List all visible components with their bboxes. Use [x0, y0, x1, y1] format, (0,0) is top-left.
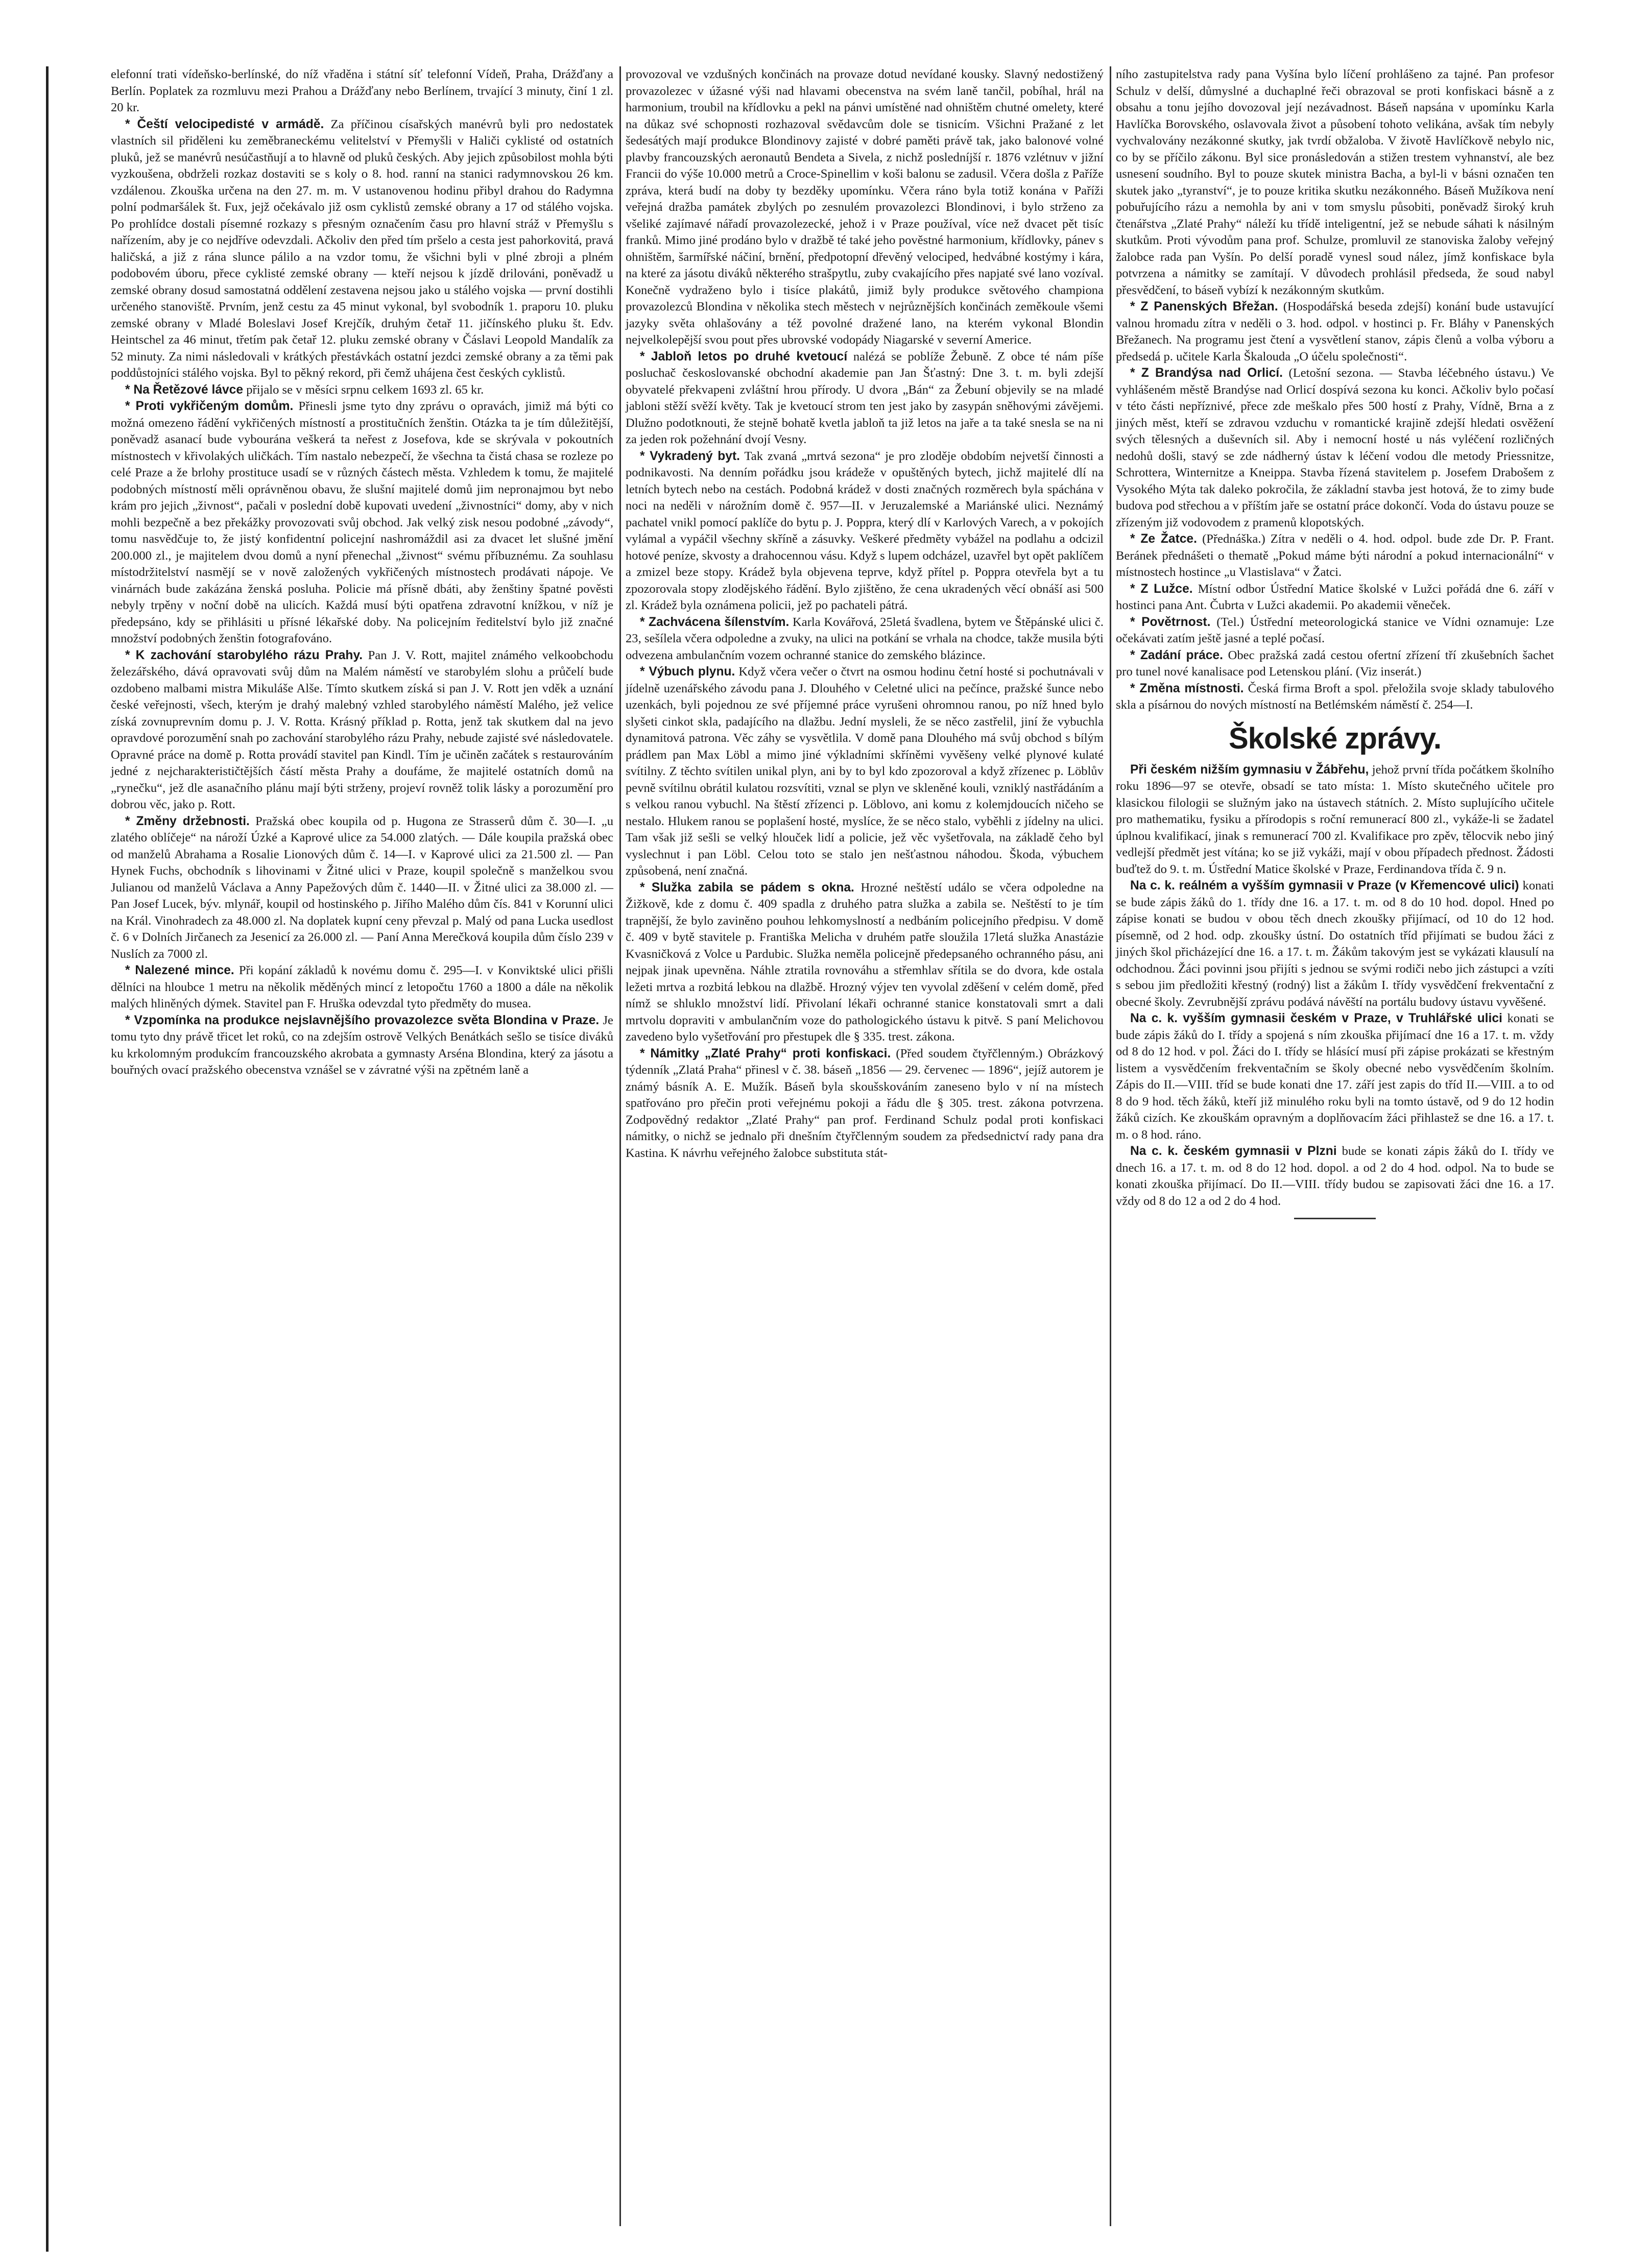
news-item — [111, 813, 613, 963]
news-item — [111, 962, 613, 1012]
news-headline: Na c. k. reálném a vyšším gymnasii v Praze (v Křemencové ulici) — [1130, 879, 1519, 892]
news-item — [111, 382, 613, 399]
news-text: (Přednáška.) Zítra v neděli o 4. hod. odpol. bude zde Dr. P. Frant. Beránek přednášeti o thematě „Pokud máme býti národní a pokud internacionální“ v místnostech hostince „u Vlastislava“ v Žatci. — [1116, 532, 1554, 579]
news-headline: Na c. k. českém gymnasii v Plzni — [1130, 1144, 1337, 1158]
news-headline: * Ze Žatce. — [1130, 532, 1197, 546]
news-text: Česká firma Broft a spol. přeložila svoje sklady tabulového skla a písárnou do nových místností na Betlémském náměstí č. 254—I. — [1116, 681, 1554, 712]
newspaper-page — [46, 66, 1560, 2252]
news-headline: * Z Panenských Břežan. — [1130, 300, 1278, 313]
news-headline: * Povětrnost. — [1130, 615, 1211, 629]
news-item — [1116, 681, 1554, 714]
news-text: Tak zvaná „mrtvá sezona“ je pro zloděje obdobím nejvetší činnosti a podnikavosti. Na denním pořádku jsou krádeže v opuštěných bytech, jichž majitelé dlí na letních bytech nebo na cestách. Podobná krádež v dosti značných rozměrech byla spáchána v noci na neděli v nárožním domě č. 957—II. v Jeruzalemské a Mariánské ulici. Neznámý pachatel vnikl pomocí paklíče do bytu p. J. Poppra, který dlí v Karlových Varech, a v pokojích vylámal a vypáčil všechny skříně a zásuvky. Veškeré předměty vybážel na podlahu a odcizil hotové peníze, skvosty a drahocennou vásu. Když s lupem odcházel, uzavřel byt opět paklíčem a zmizel beze stopy. Krádež byla objevena teprve, když přítel p. Poppra otevřela byt a tu zpozorovala stopy zlodějského řádění. Bylo zjištěno, že cena ukradených věcí obnáší asi 500 zl. Krádež byla oznámena policii, jež po pachateli pátrá. — [626, 449, 1104, 612]
news-text: ního zastupitelstva rady pana Vyšína bylo líčení prohlášeno za tajné. Pan profesor Schulz v delší, důmyslné a duchaplné řeči obrazoval se proti konfiskaci básně a z obsahu a tonu jejího dovozoval její nezávadnost. Báseň napsána v upomínku Karla Havlíčka Borovského, oslavovala život a působení tohoto velikána, avšak tím nebyly vychvalovány nezákonné skutky, jak tvrdí obžaloba. V životě Havlíčkově nebylo nic, co by se příčilo zákonu. Byl sice pronásledován a stižen trestem vyhnanství, ale bez usnesení soudního. Byl to pouze skutek ministra Bacha, a byl-li v básni označen ten skutek jako „tyranství“, je to pouze kritika skutku nezákonného. Báseň Mužíkova není pobuřujícího rázu a nemohla by ani v tom smyslu působiti, poněvadž široký kruh čtenářstva „Zlaté Prahy“ náleží ku třídě inteligentní, jež se nebude sáhati k násilným skutkům. Proti vývodům pana prof. Schulze, promluvil ze stanoviska žaloby veřejný žalobce rada pan Vyšín. Po delší poradě vynesl soud nález, jímž konfiskace byla potvrzena a námitky se zamítají. V důvodech prohlásil předseda, že soud nabyl přesvědčení, to báseň vybízí k nezákonným skutkům. — [1116, 67, 1554, 297]
news-text: Za příčinou císařských manévrů byli pro nedostatek vlastních sil přiděleni ku zeměbraneckému velitelství v Přemyšli v Haliči cyklisté od ostatních pluků, jež se manévrů nesúčastňují a to hlavně od pluků českých. Aby jejich způsobilost mohla býti vyzkoušena, obdrželi rozkaz dostaviti se s koly o 8. hod. ranní na stanici radymnovskou 26 km. vzdálenou. Zkouška určena na den 27. m. m. V ustanovenou hodinu přibyl drahou do Radymna polní podmaršálek št. Fux, jejž očekávalo již osm cyklistů zemské obrany a 17 od stálého vojska. Po prohlídce dostali písemné rozkazy s přesným označením času pro hlavní stráž v Přemyšlu s nařízením, aby je co nejdříve odevzdali. Ačkoliv den před tím pršelo a cesta jest pahorkovitá, pravá haličská, a již z rána slunce pálilo a na vzdor tomu, že všichni byli v plné zbroji a plném podobovém úboru, přece cyklisté zemské obrany — kteří nejsou k jízdě drilováni, poněvadž u zemské obrany dosud samostatná oddělení zestavena nejsou jako u stálého vojska — první dostihli určeného stanoviště. Prvním, jenž cestu za 45 minut vykonal, byl svobodník 1. praporu 10. pluku zemské obrany v Mladé Boleslavi Josef Krejčík, druhým četař 11. jičínského pluku št. Edv. Heintschel za 46 minut, třetím pak četař 12. pluku zemské obrany v Čáslavi Leopold Mandalík za 52 minuty. Za nimi následovali v krátkých přestávkách ostatní jezdci zemské obrany a za těmi pak poddůstojníci stálého vojska. Byl to pěkný rekord, při čemž uhájena čest českých cyklistů. — [111, 117, 613, 380]
news-text: konati se bude zápis žáků do I. třídy a spojená s ním zkouška přijímací dne 16 a 17. t. m. vždy od 8 do 12 hod. v pol. Žáci do I. třídy se hlásící musí při zápise prokázati se křestným listem a vysvědčením frekventačním se školy obecné nebo vysvědčením školním. Zápis do II.—VIII. tříd se bude konati dne 17. září jest zapis do tříd II.—VIII. a to od 8 do 9 hod. těch žáků, kteří již minulého roku byli na tomto ústavě, od 9 do 12 hodin žáků cizích. Ke zkouškám opravným a doplňovacím žáci přihlastež se dne 16. a 17. t. m. o 8 hod. ráno. — [1116, 1011, 1554, 1142]
news-text: (Před soudem čtyřčlenným.) Obrázkový týdenník „Zlatá Praha“ přinesl v č. 38. báseň „1856 — 29. červenec — 1896“, jejíž autorem je známý básník A. E. Mužík. Báseň byla skoušskováním zaneseno bylo v ní na místech spatřováno pro přečin proti veřejnému pokoji a řádu dle § 305. trest. zákona potvrzena. Zodpovědný redaktor „Zlaté Prahy“ pan prof. Ferdinand Schulz podal proti konfiskaci námitky, o nichž se jednalo při dnešním čtyřčlenným soudem za předsednictví rady pana dra Kastina. K návrhu veřejného žalobce substituta stát- — [626, 1046, 1104, 1160]
news-headline: Při českém nižším gymnasiu v Žábřehu, — [1130, 762, 1369, 777]
news-headline: * Vykradený byt. — [640, 449, 740, 463]
news-headline: * Služka zabila se pádem s okna. — [640, 880, 854, 895]
news-text: Hrozné neštěstí událo se včera odpoledne na Žižkově, kde z domu č. 409 spadla z druhého patra služka a zabila se. Neštěstí to je tím trapnější, že bylo zaviněno pouhou lehkomyslností a nedbáním policejního předpisu. V domě č. 409 v bytě stavitele p. Františka Melicha v druhém patře sloužila 17letá služka Anastázie Kvasničková z Volce u Pardubic. Služka neměla policejně předepsaného ochranného pásu, ani nejpak jinak upevněna. Náhle ztratila rovnováhu a střemhlav sřítila se do dvora, kde ostala ležeti mrtva a rozbitá lebkou na dlažbě. Hrozný výjev ten vyvolal zděšení v celém domě, před nímž se shluklo množství lidí. Přivolaní lékaři ochranné stanice konstatovali smrt a dali mrtvolu dopraviti v ambulančním voze do pathologického ústavu k pitvě. S paní Melichovou zavedeno bylo vyšetřování pro přestupek dle § 335. trest. zákona. — [626, 880, 1104, 1044]
news-item — [111, 398, 613, 647]
news-item — [626, 880, 1104, 1046]
news-text: (Tel.) Ústřední meteorologická stanice ve Vídni oznamuje: Lze očekávati zatím ještě jasné a teplé počasí. — [1116, 615, 1554, 645]
news-headline: * Jabloň letos po druhé kvetoucí — [640, 349, 848, 364]
news-item — [1116, 1143, 1554, 1210]
news-text: Přinesli jsme tyto dny zprávu o opravách, jimiž má býti co možná omezeno řádění vykřičených místností a prostitučních ženštin. Otázka ta je tím důležitější, poněvadž asanací bude vybourána veškerá ta neřest z Josefova, kde se skrývala v pokoutních místnostech v křivolakých uličkách. Tím nastalo nebezpečí, že všechna ta čistá chasa se rozleze po celé Praze a že brlohy prostituce usadí se v různých částech města. Vzhledem k tomu, že majitelé podobných místností měli oprávněnou obavu, že slušní majitelé domů jim nepronajmou byt nebo krám pro jejich „živnost“, pačali v poslední době kupovati uvedení „živnostníci“ domy, aby v nich mohli bezpečně a bez překážky provozovati svůj obchod. Jak velký zisk nesou podobné „závody“, tomu nasvědčuje to, že jistý konfidentní policejní nashromáždil asi za dvacet let slušné jmění 200.000 zl., je majitelem dvou domů a nyní přenechal „živnost“ svému příbuznému. Za souhlasu místodržitelství nasmějí se v nově založených vykřičených místnostech prodávati nápoje. Ve vinárnách bude zakázána ženská posluha. Policie má přísně dbáti, aby ženštiny špatné pověsti nebyly trpěny v noční době na ulicích. Každá musí býti opatřena zdravotní knížkou, v níž je předepsáno, kdy se přihlásiti u přísné lékařské doby. Na policejním ředitelství bylo již značné množství podobných ženštin fotografováno. — [111, 399, 613, 645]
news-item — [1116, 762, 1554, 878]
news-headline: * Zachvácena šílenstvím. — [640, 615, 790, 629]
news-text: provozoval ve vzdušných končinách na provaze dotud nevídané kousky. Slavný nedostižený provazolezec v úžasné výši nad hlavami obecenstva na svém laně tančil, pobíhal, hrál na harmonium, troubil na křídlovku a pekl na pánvi umístěné nad ohništěm chutné omelety, které na důkaz své schopnosti rozhazoval svědavcům dole se tisnicím. Všichni Pražané z let šedesátých mají produkce Blondinovy zajisté v dobré paměti právě tak, jako balonové volné plavby francouzských aeronautů Bendeta a Sivela, z nichž posledníjší r. 1876 vzlétnuv v jižní Francii do výše 10.000 metrů a Croce-Spinellim v koši balonu se zadusil. Včera došla z Paříže zpráva, která budí na doby ty bezděky upomínku. Včera ráno byla totiž konána v Paříži veřejná dražba památek zbylých po zesnulém provazolezci Blondinovi, i bylo strženo za všeliké zajímavé nářadí provazolezecké, jehož i v Praze používal, více než dvacet pět tisíc franků. Mimo jiné prodáno bylo v dražbě té také jeho pověstné harmonium, křídlovky, pánev s ohništěm, šarmířské náčiní, brnění, předpotopní dřevěný velociped, hedvábné kostýmy i kára, na které za jásotu diváků některého strašpytlu, zuby cvakajícího přes napjaté své lano vozíval. Konečně vydraženo bylo i tisíce plakátů, jimiž byly produkce světového championa provazolezců Blondina v několika stech městech v nejrůznějších končinách zeměkoule všemi jazyky světa ohlašovány a též povolné dražené lano, na kterém vykonal Blondin nejvelkolepější svou pout přes ubrovské vodopády Niagarské v severní Americe. — [626, 67, 1104, 347]
news-text: konati se bude zápis žáků do 1. třídy dne 16. a 17. t. m. od 8 do 10 hod. dopol. Hned po zápise konati se budou v obou těch dnech zkoušky přijímací, od 10 do 12 hod. písemně, od 2 hod. odp. zkoušky ústní. Do ostatních tříd přijímati se budou žáci z jiných škol přicházející dne 16. a 17. t. m. Žákům takovým jest se vykázati klausulí na odchodnou. Žáci povinni jsou přijíti s jednou se svými rodiči nebo jich zástupci a vzíti s sebou jim předložiti křestný (rodný) list a žákům I. třídy vysvědčení frekventační z obecné školy. Zevrubnější zprávu podává návěští na portálu budovy ústavu vyvěšené. — [1116, 879, 1554, 1009]
news-headline: * Změny držebnosti. — [125, 814, 250, 828]
news-column-3 — [1110, 66, 1560, 2211]
news-item — [626, 1046, 1104, 1162]
news-headline: * Změna místnosti. — [1130, 681, 1244, 695]
news-headline: * Námitky „Zlaté Prahy“ proti konfiskaci. — [640, 1046, 891, 1060]
news-items — [1116, 66, 1554, 714]
news-item — [1116, 581, 1554, 614]
news-headline: Na c. k. vyšším gymnasii českém v Praze, v Truhlářské ulici — [1130, 1011, 1502, 1025]
news-text: Karla Kovářová, 25letá švadlena, bytem ve Štěpánské ulici č. 23, sešílela včera odpoledne a zvuky, na ulici na potkání se vrhala na chodce, takže musila býti odvezena ambulančním vozem ochranné stanice do zemského blázince. — [626, 615, 1104, 662]
news-item — [1116, 531, 1554, 581]
news-item — [626, 664, 1104, 880]
news-item — [626, 349, 1104, 448]
news-headline: * K zachování starobylého rázu Prahy. — [125, 648, 363, 662]
news-item — [626, 448, 1104, 614]
news-item — [1116, 1010, 1554, 1143]
news-headline: * Z Lužce. — [1130, 582, 1193, 596]
news-headline: * Zadání práce. — [1130, 648, 1223, 662]
news-item — [626, 66, 1104, 349]
news-item — [111, 1012, 613, 1079]
news-text: nalézá se poblíže Žebuně. Z obce té nám píše posluchač českoslovanské obchodní akademie pan Jan Šťastný: Dne 3. t. m. byli zdejší obyvatelé překvapeni zvláštní hrou přírody. U dvora „Bán“ za Žebuní objevily se na mladé jabloni stěží svěží květy. Tak je kvetoucí strom ten jest jako by zasypán sněhovými závějemi. Dlužno podotknouti, že stejně bohatě kvetla jabloň ta již letos na jaře a ta také snesla se na ni za jeden rok požehnání dvojí Vesny. — [626, 349, 1104, 446]
news-item — [1116, 299, 1554, 365]
news-item — [1116, 647, 1554, 681]
news-text: Pražská obec koupila od p. Hugona ze Strasserů dům č. 30—I. „u zlatého oblíčeje“ na nároží Úzké a Kaprové ulice za 54.000 zlatých. — Dále koupila pražská obec od manželů Abrahama a Rosalie Lionových dům č. 14—I. v Kaprové ulici za 21.500 zl. — Pan Hynek Fuchs, obchodník s lihovinami v Žitné ulici v Praze, koupil společně s manželkou svou Julianou od manželů Václava a Anny Papežových dům č. 1440—II. v Žitné ulici za 38.000 zl. — Pan Josef Lucek, býv. mlynář, koupil od hostinského p. Jiřího Malého dům čís. 841 v Korunní ulici na Král. Vinohradech za 48.000 zl. Na doplatek kupní ceny převzal p. Malý od pana Lucka usedlost č. 6 v Dolních Jirčanech za Jesenicí za 26.000 zl. — Paní Anna Merečková koupila dům číslo 239 v Nuslích za 7000 zl. — [111, 814, 613, 961]
news-text: (Letošní sezona. — Stavba léčebného ústavu.) Ve vyhlášeném městě Brandýse nad Orlicí dospívá sezona ku konci. Ačkoliv bylo počasí v této části nepříznivé, přece zde meškalo přes 500 hostí z Prahy, Vídně, Brna a z jiných měst, kteří se zdravou vzduchu v romantické krajině zdejší hledati osvěžení svých tělesných a duševních sil. Aby i nemocní hosté u nás vyléčení rozličných nedohů došli, stavý se zde nádherný ústav k léčení vodou dle metody Priessnitze, Schrottera, Winternitze a Kneippa. Stavba řízená stavitelem p. Josefem Drabošem z Vysokého Mýta tak daleko pokročila, že základní stavba jest hotová, že to zimy bude budova pod střechou a v příštím jaře se ostatní práce dokončí. Voda do ústavu pouze se zřízeným již vodovodem z pramenů klopotských. — [1116, 366, 1554, 529]
section-heading-school: Školské zprávy. — [1229, 721, 1441, 755]
news-item — [1116, 365, 1554, 531]
news-item — [1116, 66, 1554, 299]
news-headline: * Na Řetězové lávce — [125, 382, 244, 397]
news-item — [1116, 614, 1554, 647]
news-text: elefonní trati vídeňsko-berlínské, do níž vřaděna i státní síť telefonní Vídeň, Praha, Drážďany a Berlín. Poplatek za rozmluvu mezi Prahou a Drážďany nebo Berlínem, trvající 3 minuty, činí 1 zl. 20 kr. — [111, 67, 613, 114]
news-headline: * Vzpomínka na produkce nejslavnějšího provazolezce světa Blondina v Praze. — [125, 1013, 600, 1027]
news-headline: * Nalezené mince. — [125, 963, 234, 977]
news-item — [111, 66, 613, 116]
news-text: bude se konati zápis žáků do I. třídy ve dnech 16. a 17. t. m. od 8 do 12 hod. dopol. a od 2 do 4 hod. odpol. Na to bude se konati zkouška přijímací. Do II.—VIII. třídy budou se zapisovati žáci dne 16. a 17. vždy od 8 do 12 a od 2 do 4 hod. — [1116, 1144, 1554, 1208]
news-headline: * Z Brandýsa nad Orlicí. — [1130, 366, 1283, 380]
news-text: Pan J. V. Rott, majitel známého velkoobchodu železářského, dává opravovati svůj dům na Malém náměstí ve starobylém slohu a průčelí bude ozdobeno malbami mistra Mikuláše Alše. Tímto skutkem získá si pan J. V. Rott jen vděk a uznání české veřejnosti, všech, kterým je drahý malebný vzhled starobylého náměstí Malého, jež velice získá zovnuprevním domu p. J. V. Rotta. Krásný příklad p. Rotta, jenž tak skutkem dal na jevo opravdové porozumění snah po zachování starobylého rázu Prahy, nebude zajisté své následovatele. Opravné práce na domě p. Rotta provádí stavitel pan Kindl. Tím je učiněn začátek s restaurováním jedné z nejcharakterističtějších částí města Prahy a doufáme, že majitelé ostatních domů na „rynečku“, jež dle asanačního plánu mají býti strženy, projeví rovněž tolik lásky a porozumění pro dobrou věc, jako p. Rott. — [111, 648, 613, 811]
news-text: přijalo se v měsíci srpnu celkem 1693 zl. 65 kr. — [246, 382, 484, 397]
end-rule — [1294, 1218, 1376, 1219]
news-column-2 — [619, 66, 1110, 2211]
news-headline: * Čeští velocipedisté v armádě. — [125, 117, 324, 131]
news-item — [1116, 878, 1554, 1010]
school-news-items — [1116, 762, 1554, 1210]
news-text: jehož první třída počátkem školního roku 1896—97 se otevře, obsadí se tato místa: 1. Místo skutečného učitele pro klasickou filologii se služným jako na ústavech státních. 2. Místo suplujícího učitele pro mathematiku, fysiku a přírodopis s roční remunerací 800 zl., vykáže-li se žadatel úplnou kvalifikací, jinak s remunerací 700 zl. Kvalifikace pro zpěv, tělocvik nebo jiný vedlejší předmět jest vítána; ko se již vykáži, mají v obou případech přednost. Žádosti buďtež do 9. t. m. Ústřední Matice školské v Praze, Ferdinandova třída č. 9 n. — [1116, 762, 1554, 876]
news-headline: * Výbuch plynu. — [640, 665, 735, 679]
news-text: Při kopání základů k novému domu č. 295—I. v Konviktské ulici přišli dělníci na hloubce 1 metru na několik měděných mincí z letopočtu 1760 a 1800 a dále na několik malých hliněných dýmek. Stavitel pan F. Hruška odevzdal tyto předměty do musea. — [111, 963, 613, 1010]
news-text: Místní odbor Ústřední Matice školské v Lužci pořádá dne 6. září v hostinci pana Ant. Čubrta v Lužci akademii. Po akademii věneček. — [1116, 582, 1554, 612]
news-text: Když včera večer o čtvrt na osmou hodinu četní hosté si pochutnávali v jídelně uzenářského závodu pana J. Dlouhého v Celetné ulici na pečínce, pražské šunce nebo uzenkách, byli pojednou ze své příjemné práce vyrušeni ohromnou ranou, po níž hned bylo slyšeti cinkot skla, padajícího na dlažbu. Jední mysleli, že se něco zastřelil, jiní že vybuchla dynamitová patrona. Věc záhy se vysvětlila. V domě pana Dlouhého má svůj obchod s bílým prádlem pan Max Löbl a mimo jiné výkladními skříněmi vyvěšeny velké plynové kulaté svítilny. Z těchto svítilen unikal plyn, ani by to byl kdo zpozoroval a když zřízenec p. Löblův pevně svítilnu obrátil kulatou rozsvítiti, vznal se plyn ve skleněné kouli, vzniklý nastřádáním a s velkou ranou vybuchl. Na štěstí zřízenci p. Löblovo, ani komu z kolemjdoucích ničeho se nestalo. Hlukem ranou se poplašení hosté, myslíce, že se něco stalo, vyběhli z jídelny na ulici. Tam však již sešli se velký hlouček lidí a policie, jež věc vyšetřovala, na základě čeho byl vyslechnut i pan Löbl. Celou toto se stalo jen nešťastnou náhodou. Škoda, výbuchem způsobená, není značná. — [626, 665, 1104, 878]
news-text: Je tomu tyto dny právě třicet let roků, co na zdejším ostrově Velkých Benátkách sešlo se tisíce diváků ku krkolomným produkcím francouzského akrobata a gymnasty Arséna Blondina, který za jásotu a bouřných ovací pražského obecenstva vznášel se v závratné výši na zpětném laně a — [111, 1013, 613, 1077]
news-column-1 — [105, 66, 619, 2211]
news-text: Obec pražská zadá cestou ofertní zřízení tří zkušebních šachet pro tunel nové kanalisace pod Letenskou plání. (Viz inserát.) — [1116, 648, 1555, 679]
news-item — [111, 116, 613, 382]
news-headline: * Proti vykřičeným domům. — [125, 399, 294, 413]
news-item — [626, 614, 1104, 664]
news-text: (Hospodářská beseda zdejší) konání bude ustavující valnou hromadu zítra v neděli o 3. hod. odpol. v hostinci p. Fr. Bláhy v Panenských Břežanech. Na programu jest čtení a vysvětlení stanov, zápis členů a volba výboru a předsedá p. učitele Karla Škalouda „O účelu společnosti“. — [1116, 300, 1554, 364]
news-item — [111, 647, 613, 813]
